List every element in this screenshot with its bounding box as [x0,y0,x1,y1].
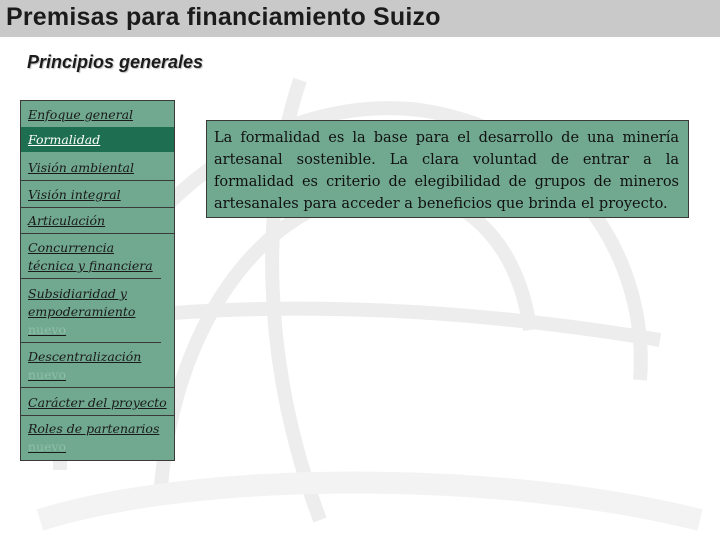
nav-item-label: Formalidad [28,132,101,147]
nav-item-label: Descentralización [28,349,142,364]
new-badge: nuevo [28,322,67,337]
content-text: La formalidad es la base para el desarrollo de una minería artesanal sostenible. La clara voluntad de entrar a la formalidad es criterio de elegibilidad de grupos de mineros artesanales para acceder a beneficios que brinda el proyecto. [214,130,679,212]
nav-item-label: Articulación [28,213,106,228]
nav-item-label: Roles de partenarios [28,421,160,436]
nav-item-label: Subsidiaridad y empoderamiento [28,286,136,319]
principles-nav [20,100,175,461]
nav-item-subsidiaridad[interactable] [21,285,161,339]
nav-divider [21,278,161,279]
nav-item-vision-ambiental[interactable] [21,159,174,177]
nav-item-label: Concurrencia técnica y financiera [28,240,153,273]
title-bar [0,0,720,37]
new-badge: nuevo [28,367,67,382]
nav-divider [21,233,174,234]
nav-divider [21,180,174,181]
nav-item-label: Visión integral [28,187,121,202]
nav-item-vision-integral[interactable] [21,186,174,204]
nav-item-caracter-proyecto[interactable] [21,394,174,412]
nav-item-label: Visión ambiental [28,160,134,175]
content-panel [206,120,689,218]
section-subtitle: Principios generales [27,52,204,72]
page-title: Premisas para financiamiento Suizo [6,3,441,31]
nav-divider [21,207,174,208]
nav-item-roles-partenarios[interactable] [21,420,174,456]
nav-divider [21,415,174,416]
nav-item-label: Carácter del proyecto [28,395,167,410]
nav-item-label: Enfoque general [28,107,134,122]
nav-divider [21,387,174,388]
nav-divider [21,342,161,343]
nav-item-concurrencia[interactable] [21,239,161,275]
nav-item-enfoque-general[interactable] [21,106,174,124]
new-badge: nuevo [28,439,67,454]
nav-item-formalidad[interactable] [21,127,174,152]
nav-item-descentralizacion[interactable] [21,348,174,384]
nav-item-articulacion[interactable] [21,212,174,230]
